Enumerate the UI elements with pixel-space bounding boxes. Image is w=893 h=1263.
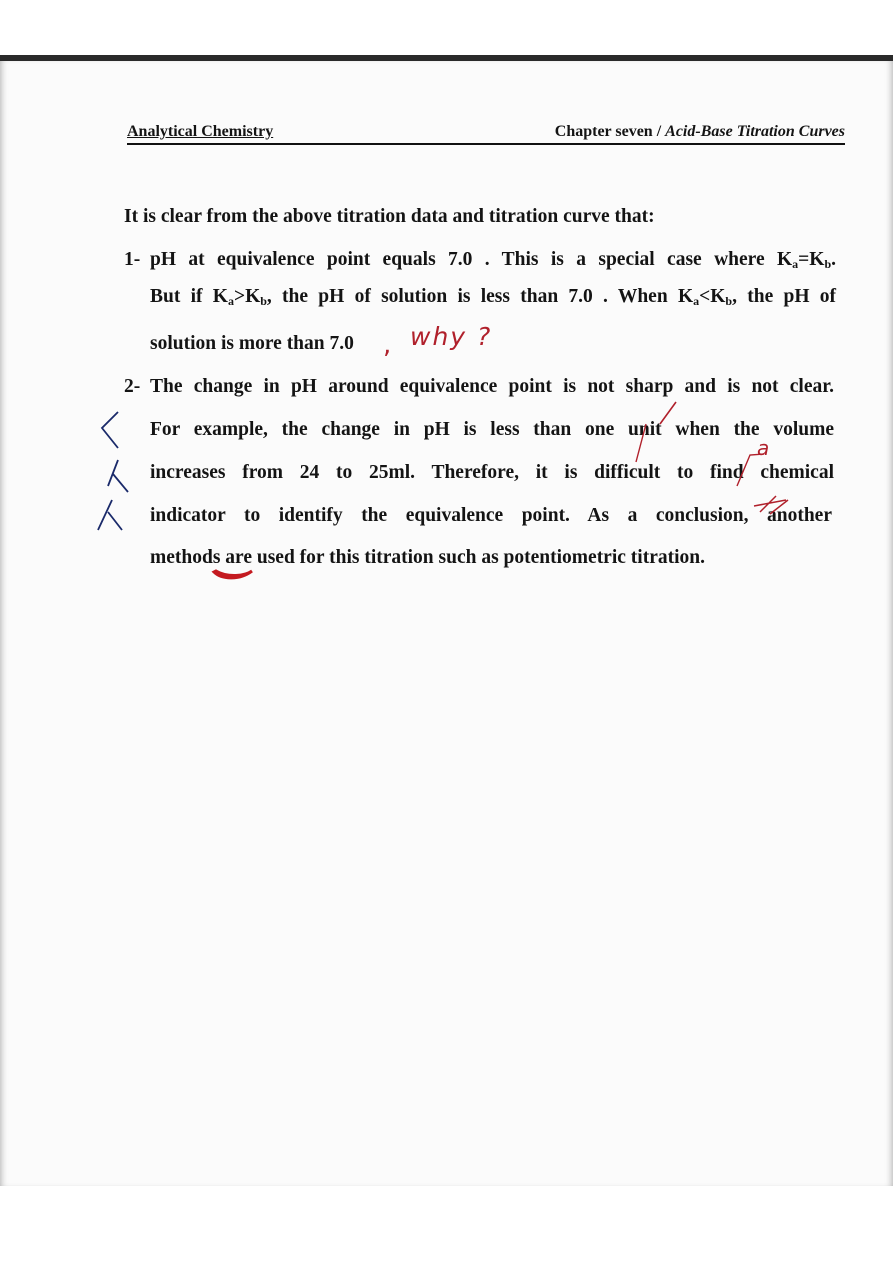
header-chapter-topic: Acid-Base Titration Curves <box>665 123 845 140</box>
intro-sentence: It is clear from the above titration data and titration curve that: <box>124 206 655 227</box>
header-chapter-title <box>555 123 845 141</box>
header-course-title: Analytical Chemistry <box>127 123 274 140</box>
point-1-line-2: But if $K_a>K_b$, the pH of solution is less than 7.0 . When $K_a<K_b$, the pH of <box>150 286 836 308</box>
point-1-number: 1- <box>124 249 141 270</box>
point-1-line-1: pH at equivalence point equals 7.0 . This is a special case where $K_a=K_b$. <box>150 249 836 271</box>
handwritten-insert-a: a <box>757 436 770 460</box>
point-2-line-4: indicator to identify the equivalence point. As a conclusion, another <box>150 505 832 526</box>
point-2-line-2: For example, the change in pH is less than one unit when the volume <box>150 419 834 440</box>
point-2-line-3: increases from 24 to 25ml. Therefore, it is difficult to find chemical <box>150 462 834 483</box>
point-1-line-3: solution is more than 7.0 <box>150 333 354 354</box>
running-header <box>127 117 845 145</box>
point-2-line-5: methods are used for this titration such as potentiometric titration. <box>150 547 705 568</box>
header-chapter-label: Chapter seven / <box>554 123 666 140</box>
handwritten-why-question: why ? <box>410 322 493 351</box>
point-2-line-1: The change in pH around equivalence point is not sharp and is not clear. <box>150 376 834 397</box>
point-2-number: 2- <box>124 376 141 397</box>
handwritten-comma: , <box>383 330 392 360</box>
